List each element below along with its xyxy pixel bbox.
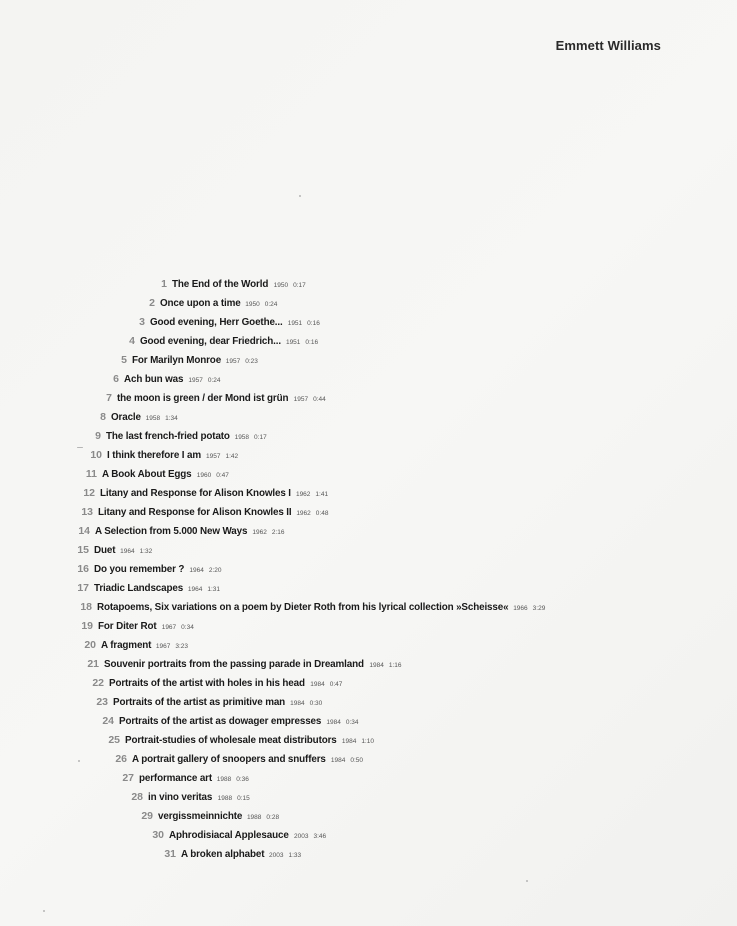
track-duration: 2:16 <box>271 529 285 536</box>
track-number: 24 <box>102 715 114 727</box>
track-number: 13 <box>81 506 93 518</box>
track-duration: 2:20 <box>208 567 222 574</box>
track-title: Oracle <box>111 411 141 423</box>
track-item <box>95 428 267 444</box>
track-item <box>80 599 545 615</box>
paper-speck <box>299 195 301 197</box>
track-number: 14 <box>78 525 90 537</box>
track-number: 28 <box>131 791 143 803</box>
track-meta <box>290 696 322 712</box>
track-year: 1951 <box>287 320 303 327</box>
track-duration: 0:28 <box>266 814 280 821</box>
track-title: performance art <box>139 772 213 784</box>
track-item <box>139 314 320 330</box>
track-item <box>161 276 306 292</box>
track-title: Litany and Response for Alison Knowles I <box>100 487 291 499</box>
track-year: 1967 <box>161 624 177 631</box>
track-item <box>78 523 284 539</box>
track-title: Ach bun was <box>124 373 184 385</box>
track-number: 26 <box>115 753 127 765</box>
track-year: 1957 <box>293 396 309 403</box>
track-number: 18 <box>80 601 92 613</box>
author-name: Emmett Williams <box>555 38 661 53</box>
track-year: 1960 <box>196 472 212 479</box>
track-year: 1962 <box>295 491 311 498</box>
track-duration: 0:30 <box>309 700 323 707</box>
track-item <box>77 542 152 558</box>
track-item <box>141 808 279 824</box>
track-title: Once upon a time <box>160 297 241 309</box>
track-year: 1964 <box>189 567 204 574</box>
track-duration: 0:47 <box>329 681 343 688</box>
track-title: A broken alphabet <box>181 848 265 860</box>
track-duration: 0:48 <box>315 510 329 517</box>
track-title: the moon is green / der Mond ist grün <box>117 392 289 404</box>
track-meta <box>342 734 374 750</box>
track-number: 12 <box>83 487 95 499</box>
track-duration: 0:36 <box>236 776 249 783</box>
track-number: 9 <box>95 430 101 442</box>
track-meta <box>156 639 188 655</box>
track-year: 1957 <box>205 453 221 460</box>
track-title: Aphrodisiacal Applesauce <box>169 829 289 841</box>
track-meta <box>288 316 320 332</box>
track-meta <box>296 487 328 503</box>
track-item <box>100 409 178 425</box>
track-year: 1964 <box>120 548 135 555</box>
track-meta <box>310 677 342 693</box>
track-meta <box>188 582 220 598</box>
track-duration: 3:46 <box>313 833 327 840</box>
track-duration: 0:24 <box>207 377 221 384</box>
track-item <box>121 352 258 368</box>
track-duration: 1:10 <box>361 738 374 745</box>
track-title: Good evening, Herr Goethe... <box>150 316 283 328</box>
track-item <box>92 675 342 691</box>
track-meta <box>294 829 326 845</box>
track-duration: 1:41 <box>315 491 329 498</box>
track-duration: 1:31 <box>207 586 220 593</box>
track-item <box>87 656 401 672</box>
track-meta <box>252 525 284 541</box>
track-item <box>129 333 318 349</box>
track-item <box>86 466 229 482</box>
track-duration: 0:15 <box>237 795 250 802</box>
track-number: 29 <box>141 810 153 822</box>
paper-speck <box>77 447 83 448</box>
track-year: 1984 <box>330 757 346 764</box>
track-item <box>96 694 322 710</box>
track-year: 1967 <box>155 643 171 650</box>
track-duration: 0:24 <box>264 301 278 308</box>
track-number: 5 <box>121 354 127 366</box>
track-meta <box>146 411 178 427</box>
track-year: 1984 <box>341 738 357 745</box>
track-title: The End of the World <box>172 278 269 290</box>
track-year: 2003 <box>294 833 309 840</box>
track-number: 25 <box>108 734 120 746</box>
track-meta <box>247 810 279 826</box>
track-year: 1984 <box>369 662 384 669</box>
track-title: Rotapoems, Six variations on a poem by Dieter Roth from his lyrical collection »Scheisse« <box>97 601 509 613</box>
track-number: 1 <box>161 278 167 290</box>
track-item <box>83 485 328 501</box>
track-number: 19 <box>81 620 93 632</box>
track-duration: 1:32 <box>139 548 153 555</box>
track-title: Good evening, dear Friedrich... <box>140 335 281 347</box>
track-item <box>149 295 277 311</box>
track-number: 2 <box>149 297 155 309</box>
track-year: 1988 <box>246 814 262 821</box>
track-meta <box>274 278 306 294</box>
track-meta <box>245 297 277 313</box>
track-item <box>77 561 221 577</box>
track-meta <box>326 715 358 731</box>
track-duration: 3:29 <box>532 605 546 612</box>
track-title: Triadic Landscapes <box>94 582 184 594</box>
track-duration: 1:34 <box>165 415 178 422</box>
track-meta <box>188 373 220 389</box>
track-meta <box>197 468 229 484</box>
track-meta <box>235 430 267 446</box>
track-number: 8 <box>100 411 106 423</box>
track-meta <box>269 848 301 864</box>
track-title: The last french-fried potato <box>106 430 230 442</box>
track-item <box>131 789 249 805</box>
track-item <box>90 447 238 463</box>
track-item <box>113 371 220 387</box>
track-duration: 0:17 <box>293 282 306 289</box>
track-number: 21 <box>87 658 99 670</box>
track-year: 1988 <box>217 795 233 802</box>
track-duration: 1:16 <box>388 662 402 669</box>
track-duration: 1:33 <box>288 852 302 859</box>
track-item <box>77 580 220 596</box>
track-meta <box>331 753 363 769</box>
track-year: 1962 <box>296 510 311 517</box>
track-meta <box>296 506 328 522</box>
paper-speck <box>526 880 528 882</box>
track-meta <box>162 620 194 636</box>
track-number: 30 <box>152 829 164 841</box>
track-duration: 0:47 <box>216 472 229 479</box>
track-year: 1966 <box>513 605 528 612</box>
track-year: 1958 <box>234 434 250 441</box>
track-number: 16 <box>77 563 89 575</box>
track-title: Duet <box>94 544 116 556</box>
track-number: 20 <box>84 639 96 651</box>
track-item <box>122 770 249 786</box>
track-item <box>84 637 188 653</box>
track-duration: 0:34 <box>181 624 194 631</box>
track-number: 6 <box>113 373 119 385</box>
track-year: 1950 <box>245 301 260 308</box>
track-year: 1958 <box>145 415 161 422</box>
track-title: in vino veritas <box>148 791 213 803</box>
track-number: 4 <box>129 335 135 347</box>
track-item <box>108 732 374 748</box>
track-year: 1964 <box>187 586 203 593</box>
paper-speck <box>43 910 45 912</box>
track-year: 1962 <box>252 529 267 536</box>
track-number: 27 <box>122 772 134 784</box>
track-title: For Marilyn Monroe <box>132 354 222 366</box>
track-item <box>102 713 358 729</box>
track-number: 22 <box>92 677 104 689</box>
track-duration: 0:16 <box>307 320 320 327</box>
track-title: vergissmeinnichte <box>158 810 243 822</box>
track-duration: 0:34 <box>345 719 359 726</box>
track-meta <box>120 544 152 560</box>
track-title: Souvenir portraits from the passing parade in Dreamland <box>104 658 364 670</box>
track-title: Portraits of the artist with holes in his head <box>109 677 305 689</box>
track-meta <box>369 658 401 674</box>
track-title: I think therefore I am <box>107 449 201 461</box>
track-number: 3 <box>139 316 145 328</box>
track-year: 1984 <box>290 700 305 707</box>
track-meta <box>189 563 221 579</box>
track-meta <box>218 791 250 807</box>
track-duration: 1:42 <box>225 453 239 460</box>
track-duration: 0:17 <box>254 434 267 441</box>
track-meta <box>294 392 326 408</box>
track-number: 10 <box>90 449 102 461</box>
track-title: A Selection from 5.000 New Ways <box>95 525 248 537</box>
track-number: 23 <box>96 696 108 708</box>
track-meta <box>286 335 318 351</box>
track-title: For Diter Rot <box>98 620 157 632</box>
track-number: 31 <box>164 848 176 860</box>
track-duration: 0:23 <box>245 358 258 365</box>
track-year: 1957 <box>188 377 203 384</box>
track-year: 1988 <box>216 776 232 783</box>
track-title: A Book About Eggs <box>102 468 192 480</box>
track-item <box>115 751 363 767</box>
track-title: Litany and Response for Alison Knowles II <box>98 506 292 518</box>
track-meta <box>217 772 249 788</box>
track-number: 7 <box>106 392 112 404</box>
track-meta <box>226 354 258 370</box>
track-number: 17 <box>77 582 89 594</box>
track-year: 1950 <box>273 282 289 289</box>
track-title: Portraits of the artist as primitive man <box>113 696 286 708</box>
track-title: Portraits of the artist as dowager empresses <box>119 715 322 727</box>
track-title: A portrait gallery of snoopers and snuffers <box>132 753 326 765</box>
track-duration: 0:50 <box>350 757 364 764</box>
track-year: 2003 <box>269 852 284 859</box>
track-title: Portrait-studies of wholesale meat distributors <box>125 734 337 746</box>
track-title: A fragment <box>101 639 152 651</box>
track-number: 11 <box>85 468 97 480</box>
track-duration: 0:16 <box>305 339 319 346</box>
track-item <box>81 618 194 634</box>
track-year: 1951 <box>285 339 301 346</box>
track-title: Do you remember ? <box>94 563 185 575</box>
track-duration: 0:44 <box>313 396 326 403</box>
track-item <box>106 390 326 406</box>
track-item <box>152 827 326 843</box>
track-meta <box>206 449 238 465</box>
track-duration: 3:23 <box>175 643 188 650</box>
track-year: 1957 <box>225 358 241 365</box>
track-meta <box>513 601 545 617</box>
track-item <box>164 846 301 862</box>
track-year: 1984 <box>326 719 341 726</box>
track-year: 1984 <box>310 681 325 688</box>
track-item <box>81 504 328 520</box>
track-number: 15 <box>77 544 89 556</box>
paper-speck <box>78 760 80 762</box>
